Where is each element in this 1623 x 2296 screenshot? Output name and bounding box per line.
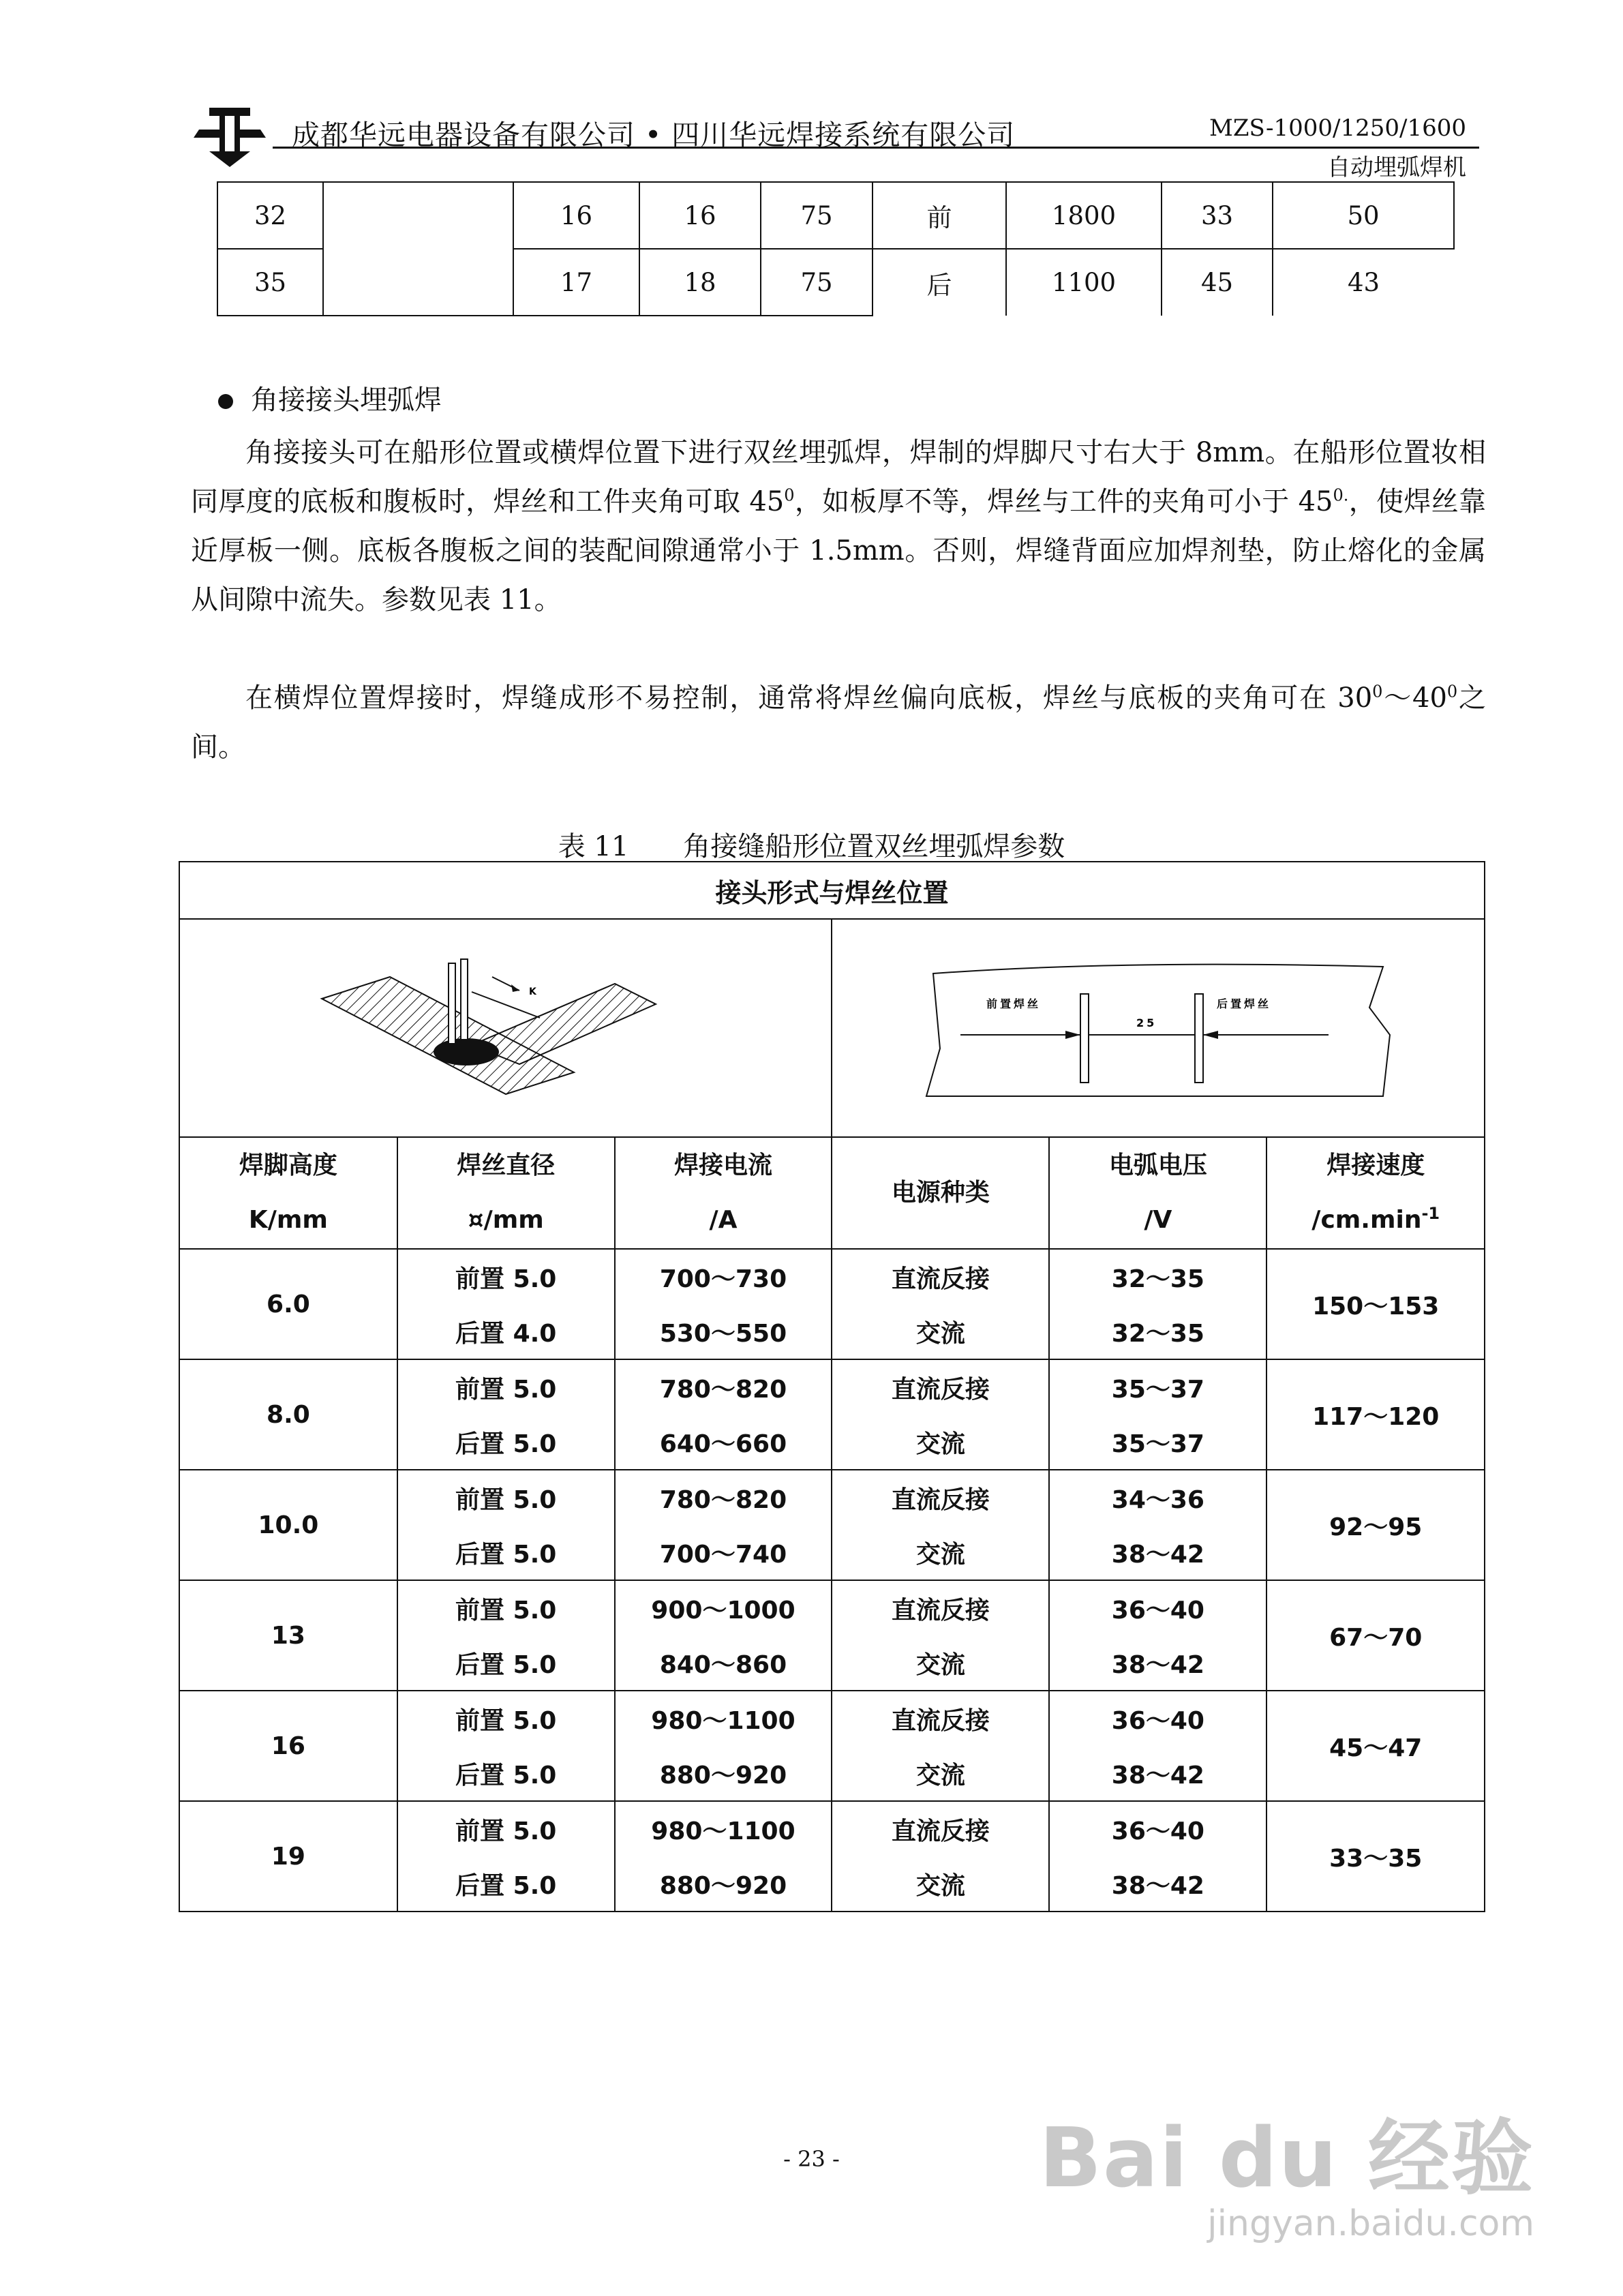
table-row [179, 1470, 1485, 1525]
cell-p2: 交流 [832, 1635, 1049, 1691]
cell-u1: 35～37 [1049, 1359, 1266, 1415]
cell-p2: 交流 [832, 1856, 1049, 1912]
cell-u1: 36～40 [1049, 1580, 1266, 1635]
cell-d2: 后置 5.0 [397, 1856, 615, 1912]
cell-u2: 32～35 [1049, 1304, 1266, 1359]
column-header: 焊脚高度 K/mm [179, 1137, 397, 1249]
cell-d2: 后置 4.0 [397, 1304, 615, 1359]
column-header: 电弧电压 /V [1049, 1137, 1266, 1249]
cell-i1: 780～820 [615, 1470, 832, 1525]
cell-v: 150～153 [1266, 1249, 1485, 1359]
twin-wire-position-diagram [920, 946, 1397, 1110]
table-cell: 35 [217, 249, 323, 316]
cell-d1: 前置 5.0 [397, 1580, 615, 1635]
cell-p1: 直流反接 [832, 1691, 1049, 1746]
header-product: 自动埋弧焊机 [1327, 154, 1466, 181]
table-cell: 16 [513, 182, 639, 249]
bullet-icon [218, 394, 233, 409]
cell-p2: 交流 [832, 1304, 1049, 1359]
svg-text:K: K [528, 986, 536, 997]
cell-v: 67～70 [1266, 1580, 1485, 1691]
cell-u1: 32～35 [1049, 1249, 1266, 1304]
cell-u2: 38～42 [1049, 1856, 1266, 1912]
cell-d1: 前置 5.0 [397, 1249, 615, 1304]
cell-v: 33～35 [1266, 1801, 1485, 1912]
cell-u2: 38～42 [1049, 1525, 1266, 1580]
cell-u2: 35～37 [1049, 1415, 1266, 1470]
cell-i2: 530～550 [615, 1304, 832, 1359]
cell-v: 92～95 [1266, 1470, 1485, 1580]
table-cell: 33 [1162, 182, 1273, 249]
header-rule [273, 147, 1479, 149]
cell-d2: 后置 5.0 [397, 1746, 615, 1801]
table-row [179, 1580, 1485, 1635]
cell-v: 45～47 [1266, 1691, 1485, 1801]
table-cell: 75 [761, 249, 873, 316]
table-row [179, 862, 1485, 919]
cell-u2: 38～42 [1049, 1635, 1266, 1691]
cell-i2: 640～660 [615, 1415, 832, 1470]
watermark: Bai du 经验 jingyan.baidu.com [1039, 2111, 1534, 2244]
table-cell: 18 [639, 249, 761, 316]
cell-u1: 36～40 [1049, 1691, 1266, 1746]
cell-i2: 840～860 [615, 1635, 832, 1691]
cell-k: 6.0 [179, 1249, 397, 1359]
table-cell: 50 [1273, 182, 1454, 249]
cell-i2: 880～920 [615, 1746, 832, 1801]
table-cell: 43 [1273, 249, 1454, 316]
cell-p1: 直流反接 [832, 1359, 1049, 1415]
table-cell: 前 [873, 182, 1006, 249]
table-cell: 75 [761, 182, 873, 249]
cell-k: 16 [179, 1691, 397, 1801]
table-cell: 17 [513, 249, 639, 316]
cell-i2: 700～740 [615, 1525, 832, 1580]
section-title: 角接接头埋弧焊 [251, 384, 442, 416]
table-row [179, 1249, 1485, 1304]
svg-text:后置焊丝: 后置焊丝 [1217, 997, 1272, 1010]
table-cell: 1100 [1006, 249, 1162, 316]
page-number: - 23 - [783, 2146, 840, 2172]
parameter-table [179, 861, 1485, 1912]
table-caption: 表 11 角接缝船形位置双丝埋弧焊参数 [558, 831, 1065, 862]
cell-i1: 780～820 [615, 1359, 832, 1415]
column-header: 焊接电流 /A [615, 1137, 832, 1249]
table-row [179, 1801, 1485, 1856]
table-row [179, 1691, 1485, 1746]
fillet-joint-diagram [315, 950, 697, 1106]
cell-i1: 900～1000 [615, 1580, 832, 1635]
cell-d1: 前置 5.0 [397, 1359, 615, 1415]
cell-p1: 直流反接 [832, 1580, 1049, 1635]
svg-text:前置焊丝: 前置焊丝 [986, 997, 1042, 1010]
cell-k: 13 [179, 1580, 397, 1691]
cell-d1: 前置 5.0 [397, 1691, 615, 1746]
continuation-table [217, 181, 1455, 316]
company-logo-icon [185, 102, 274, 170]
cell-i1: 980～1100 [615, 1691, 832, 1746]
cell-d2: 后置 5.0 [397, 1635, 615, 1691]
column-header: 焊接速度 $/cm.\min^{-1}$ [1266, 1137, 1485, 1249]
cell-p1: 直流反接 [832, 1249, 1049, 1304]
table-cell: 1800 [1006, 182, 1162, 249]
cell-i1: 980～1100 [615, 1801, 832, 1856]
cell-d1: 前置 5.0 [397, 1470, 615, 1525]
cell-k: 10.0 [179, 1470, 397, 1580]
cell-p2: 交流 [832, 1525, 1049, 1580]
cell-v: 117～120 [1266, 1359, 1485, 1470]
cell-d1: 前置 5.0 [397, 1801, 615, 1856]
cell-i2: 880～920 [615, 1856, 832, 1912]
cell-p2: 交流 [832, 1415, 1049, 1470]
table-header-row [179, 1137, 1485, 1249]
cell-u1: 34～36 [1049, 1470, 1266, 1525]
svg-text:25: 25 [1136, 1016, 1157, 1029]
cell-u1: 36～40 [1049, 1801, 1266, 1856]
table-cell: 45 [1162, 249, 1273, 316]
cell-d2: 后置 5.0 [397, 1415, 615, 1470]
header-company: 成都华远电器设备有限公司 • 四川华远焊接系统有限公司 [292, 119, 1016, 151]
column-header: 电源种类 [832, 1137, 1049, 1249]
column-header: 焊丝直径 ¤/mm [397, 1137, 615, 1249]
table-row [179, 1359, 1485, 1415]
cell-k: 19 [179, 1801, 397, 1912]
table-cell: 32 [217, 182, 323, 249]
header-model: MZS-1000/1250/1600 [1209, 115, 1466, 142]
table-cell [323, 182, 513, 316]
table-group-header: 接头形式与焊丝位置 [179, 862, 1485, 919]
table-cell: 后 [873, 249, 1006, 316]
diagram-cell-left [179, 919, 832, 1137]
cell-p1: 直流反接 [832, 1801, 1049, 1856]
diagram-cell-right [832, 919, 1485, 1137]
paragraph: 角接接头可在船形位置或横焊位置下进行双丝埋弧焊，焊制的焊脚尺寸右大于 8mm。在船形位置妆相同厚度的底板和腹板时，焊丝和工件夹角可取 $45^0$，如板厚不等，焊丝与工件的夹角可小于 $45^{0.}$，使焊丝靠近厚板一侧。底板各腹板之间的装配间隙通常小于 1.5mm。否则，焊缝背面应加焊剂垫，防止熔化的金属从间隙中流失。参数见表 11。 [191, 437, 1486, 616]
cell-p2: 交流 [832, 1746, 1049, 1801]
cell-p1: 直流反接 [832, 1470, 1049, 1525]
table-row [179, 919, 1485, 1137]
cell-k: 8.0 [179, 1359, 397, 1470]
cell-i1: 700～730 [615, 1249, 832, 1304]
cell-u2: 38～42 [1049, 1746, 1266, 1801]
table-row [217, 182, 1454, 249]
cell-d2: 后置 5.0 [397, 1525, 615, 1580]
paragraph: 在横焊位置焊接时，焊缝成形不易控制，通常将焊丝偏向底板，焊丝与底板的夹角可在 $30^0\sim 40^0$之间。 [191, 682, 1486, 763]
table-cell: 16 [639, 182, 761, 249]
